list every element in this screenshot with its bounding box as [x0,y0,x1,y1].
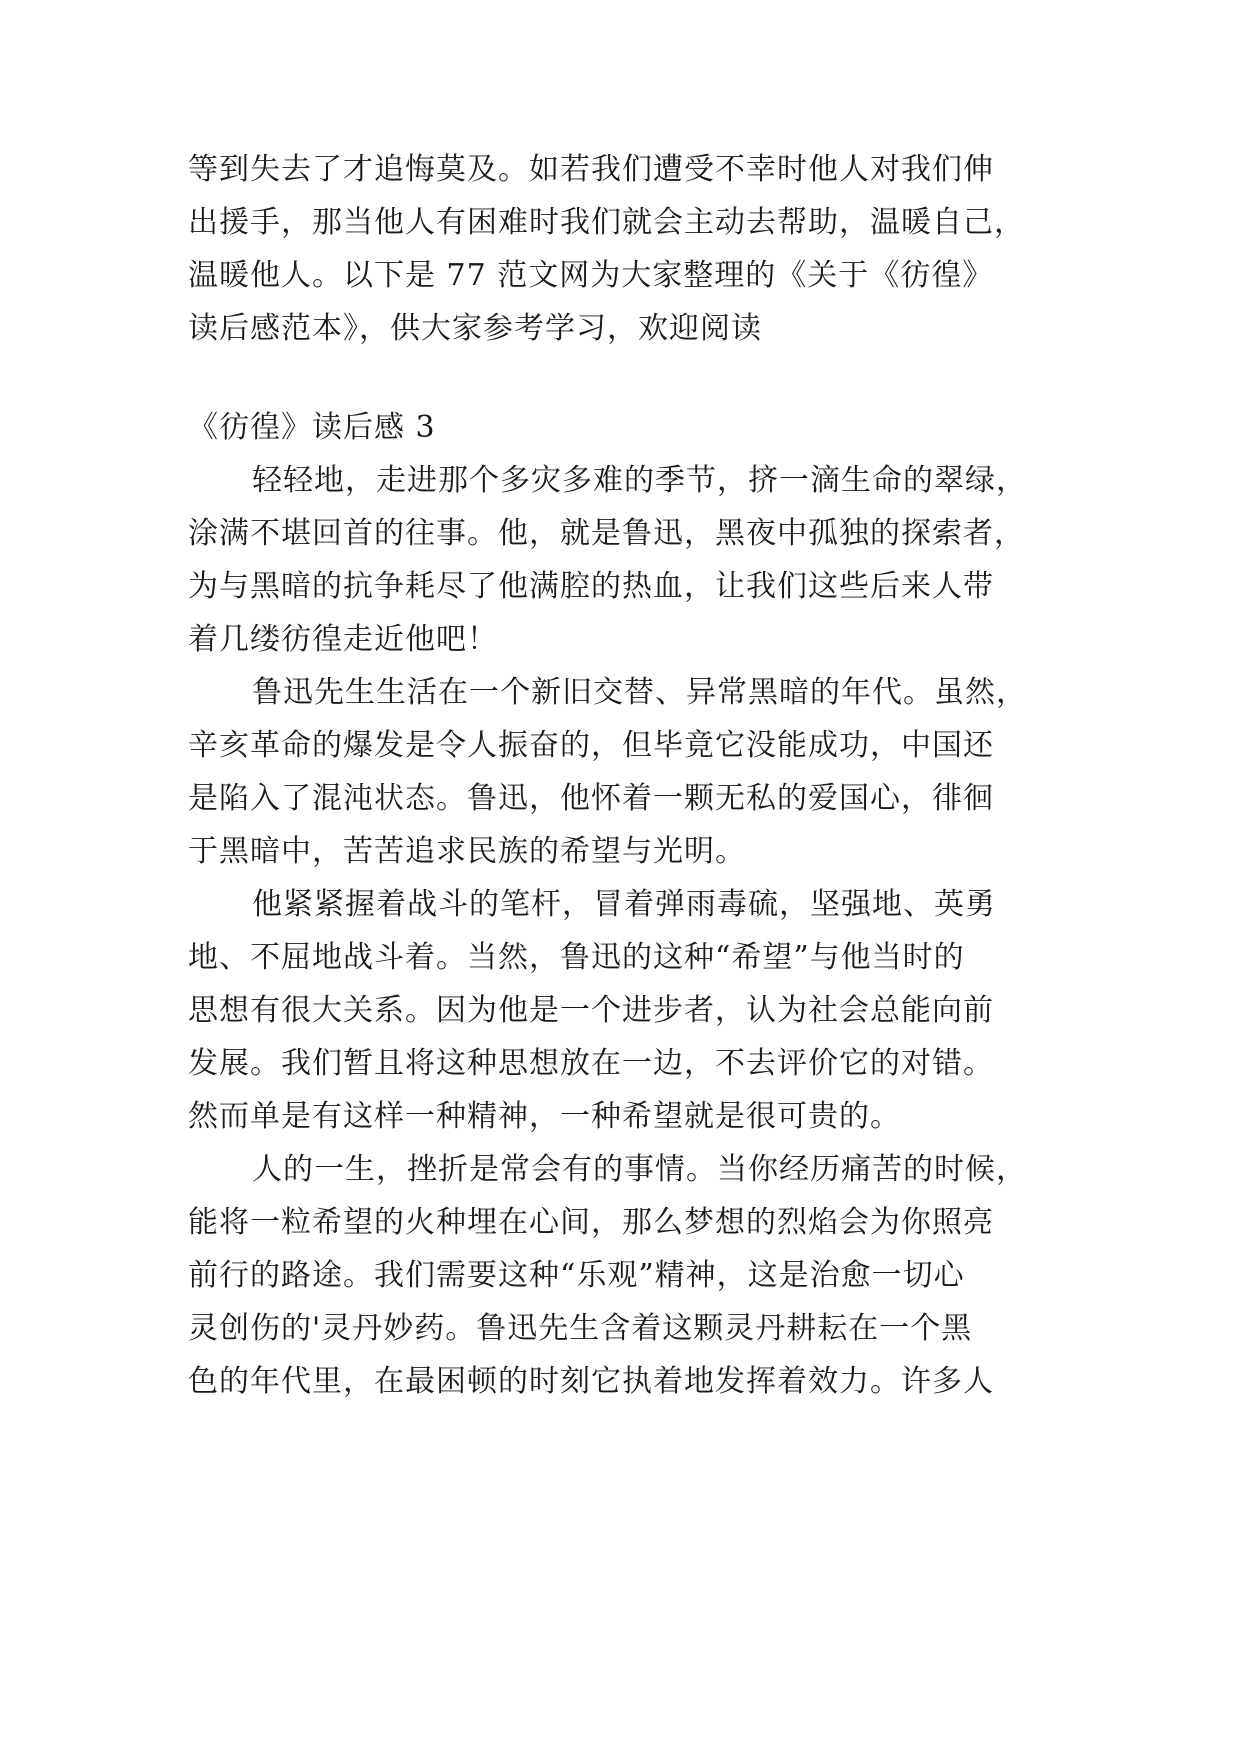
section-title: 《彷徨》读后感 3 [188,410,436,445]
intro-line-3: 温暖他人。以下是 77 范文网为大家整理的《关于《彷徨》 [188,258,994,293]
paragraph-2-line-1: 鲁迅先生生活在一个新旧交替、异常黑暗的年代。虽然， [252,675,1027,710]
paragraph-4-line-4: 灵创伤的'灵丹妙药。鲁迅先生含着这颗灵丹耕耘在一个黑 [188,1311,973,1346]
intro-line-2: 出援手，那当他人有困难时我们就会主动去帮助，温暖自己， [188,205,1025,240]
paragraph-4-line-2: 能将一粒希望的火种埋在心间，那么梦想的烈焰会为你照亮 [188,1205,994,1240]
intro-line-1: 等到失去了才追悔莫及。如若我们遭受不幸时他人对我们伸 [188,152,994,187]
paragraph-1-line-2: 涂满不堪回首的往事。他，就是鲁迅，黑夜中孤独的探索者， [188,516,1025,551]
paragraph-2-line-4: 于黑暗中，苦苦追求民族的希望与光明。 [188,834,746,869]
intro-line-4: 读后感范本》，供大家参考学习，欢迎阅读 [188,311,762,346]
paragraph-3-line-5: 然而单是有这样一种精神，一种希望就是很可贵的。 [188,1099,901,1134]
paragraph-2-line-3: 是陷入了混沌状态。鲁迅，他怀着一颗无私的爱国心，徘徊 [188,781,994,816]
paragraph-4-line-3: 前行的路途。我们需要这种“乐观”精神，这是治愈一切心 [188,1258,965,1293]
paragraph-3-line-2: 地、不屈地战斗着。当然，鲁迅的这种“希望”与他当时的 [188,940,965,975]
paragraph-3-line-4: 发展。我们暂且将这种思想放在一边，不去评价它的对错。 [188,1046,994,1081]
paragraph-2-line-2: 辛亥革命的爆发是令人振奋的，但毕竟它没能成功，中国还 [188,728,994,763]
paragraph-1-line-4: 着几缕彷徨走近他吧！ [188,622,498,657]
paragraph-1-line-3: 为与黑暗的抗争耗尽了他满腔的热血，让我们这些后来人带 [188,569,994,604]
paragraph-1-line-1: 轻轻地，走进那个多灾多难的季节，挤一滴生命的翠绿， [252,463,1027,498]
paragraph-3-line-1: 他紧紧握着战斗的笔杆，冒着弹雨毒硫，坚强地、英勇 [252,887,996,922]
paragraph-3-line-3: 思想有很大关系。因为他是一个进步者，认为社会总能向前 [188,993,994,1028]
paragraph-4-line-5: 色的年代里，在最困顿的时刻它执着地发挥着效力。许多人 [188,1364,994,1399]
paragraph-4-line-1: 人的一生，挫折是常会有的事情。当你经历痛苦的时候， [252,1152,1027,1187]
